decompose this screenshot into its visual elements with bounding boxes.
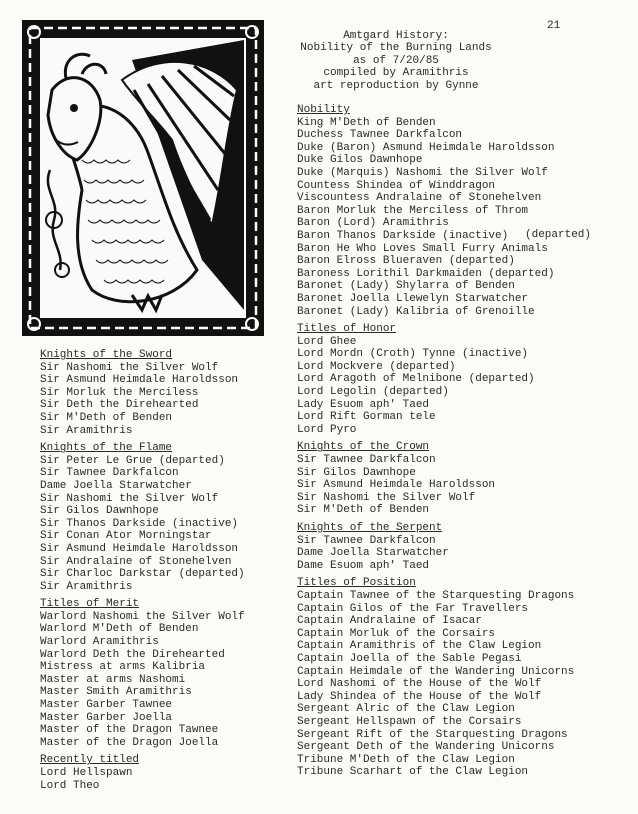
list-item: Sir Gilos Dawnhope: [40, 505, 159, 518]
list-item: Viscountess Andralaine of Stonehelven: [297, 192, 542, 205]
list-item: Captain Heimdale of the Wandering Unicorns: [297, 665, 575, 678]
list-item: Sir Aramithris: [40, 424, 133, 437]
list-item: Sir Asmund Heimdale Haroldsson: [297, 479, 496, 492]
list-item: Sir Tawnee Darkfalcon: [40, 467, 179, 480]
list-item: Sir M'Deth of Benden: [297, 504, 430, 517]
list-item: Sir Deth the Direhearted: [40, 399, 199, 412]
list-item: Lord Pyro: [297, 423, 357, 436]
left-column: [40, 349, 245, 792]
list-item: Warlord Aramithris: [40, 636, 159, 649]
section-title-knights-of-the-crown: Knights of the Crown: [297, 441, 430, 454]
list-item: Lord Nashomi of the House of the Wolf: [297, 678, 542, 691]
list-item: Sergeant Deth of the Wandering Unicorns: [297, 741, 555, 754]
list-item: Countess Shindea of Winddragon: [297, 179, 496, 192]
header-line: Nobility of the Burning Lands: [300, 42, 492, 55]
list-item: Lord Hellspawn: [40, 767, 133, 779]
section-title-titles-of-honor: Titles of Honor: [297, 323, 397, 336]
list-item: Baronet (Lady) Shylarra of Benden: [297, 280, 515, 293]
list-item: Captain Joella of the Sable Pegasi: [297, 652, 522, 665]
section-title-knights-of-the-flame: Knights of the Flame: [40, 442, 173, 455]
list-item: Sir M'Deth of Benden: [40, 411, 173, 424]
list-item: Captain Andralaine of Isacar: [297, 615, 482, 628]
list-item: Sir Asmund Heimdale Haroldsson: [40, 374, 239, 387]
list-item: Lord Mordn (Croth) Tynne (inactive): [297, 348, 529, 361]
list-item: Tribune Scarhart of the Claw Legion: [297, 766, 529, 779]
list-item: Sir Gilos Dawnhope: [297, 466, 416, 479]
list-item: Sergeant Alric of the Claw Legion: [297, 703, 515, 716]
list-item: Captain Gilos of the Far Travellers: [297, 602, 529, 615]
list-item: Sir Aramithris: [40, 580, 133, 593]
header-line: Amtgard History:: [343, 30, 449, 42]
list-item: Master of the Dragon Tawnee: [40, 724, 219, 737]
list-item: Master Garber Tawnee: [40, 699, 173, 712]
list-item: Captain Aramithris of the Claw Legion: [297, 640, 542, 653]
header-line: compiled by Aramithris: [323, 67, 469, 80]
list-item: Sir Nashomi the Silver Wolf: [297, 491, 476, 504]
list-item: Master at arms Nashomi: [40, 673, 186, 686]
section-title-titles-of-merit: Titles of Merit: [40, 598, 140, 611]
list-item: Sir Asmund Heimdale Haroldsson: [40, 542, 239, 555]
list-item: Sir Charloc Darkstar (departed): [40, 568, 245, 581]
dragon-illustration-icon: [22, 20, 264, 336]
list-item: Sir Andralaine of Stonehelven: [40, 555, 232, 568]
header-line: art reproduction by Gynne: [313, 79, 479, 92]
page-number: 21: [547, 20, 561, 32]
list-item: Warlord Nashomi the Silver Wolf: [40, 610, 245, 623]
list-item: Duchess Tawnee Darkfalcon: [297, 129, 463, 142]
list-item: Sir Morluk the Merciless: [40, 386, 199, 399]
list-item: Lord Mockvere (departed): [297, 360, 456, 373]
list-item: Sergeant Rift of the Starquesting Dragons: [297, 728, 568, 741]
list-item: Sergeant Hellspawn of the Corsairs: [297, 715, 522, 728]
list-item: Master Smith Aramithris: [40, 686, 192, 699]
section-title-nobility: Nobility: [297, 104, 350, 116]
dragon-illustration: [22, 20, 264, 336]
list-item: Baron He Who Loves Small Furry Animals: [297, 242, 548, 255]
list-item: Lord Rift Gorman tele: [297, 411, 436, 424]
list-item: King M'Deth of Benden: [297, 116, 436, 129]
list-item: Lord Theo: [40, 779, 100, 792]
list-item: Baron Thanos Darkside (inactive): [297, 229, 509, 242]
list-item: Dame Joella Starwatcher: [40, 479, 192, 492]
list-item: Sir Nashomi the Silver Wolf: [40, 492, 219, 505]
list-item: Warlord M'Deth of Benden: [40, 623, 199, 636]
list-item: Sir Tawnee Darkfalcon: [297, 454, 436, 467]
list-item: Sir Nashomi the Silver Wolf: [40, 361, 219, 374]
list-item: Captain Morluk of the Corsairs: [297, 627, 496, 640]
list-item: Mistress at arms Kalibria: [40, 661, 206, 674]
section-title-recently-titled: Recently titled: [40, 754, 140, 767]
list-item: Captain Tawnee of the Starquesting Dragons: [297, 589, 575, 602]
list-item: Baroness Lorithil Darkmaiden (departed): [297, 267, 555, 280]
list-item: Lord Ghee: [297, 335, 357, 348]
list-item: Dame Joella Starwatcher: [297, 547, 449, 560]
list-item: Sir Peter Le Grue (departed): [40, 454, 225, 467]
section-title-titles-of-position: Titles of Position: [297, 577, 416, 590]
list-item: Duke (Marquis) Nashomi the Silver Wolf: [297, 166, 548, 179]
list-item: Baron Morluk the Merciless of Throm: [297, 204, 529, 217]
section-title-knights-of-the-sword: Knights of the Sword: [40, 349, 173, 361]
list-item: Warlord Deth the Direhearted: [40, 648, 225, 661]
list-item: Lord Aragoth of Melnibone (departed): [297, 373, 535, 386]
list-item: Tribune M'Deth of the Claw Legion: [297, 753, 515, 766]
departed-note: (departed): [525, 229, 592, 241]
list-item: Sir Tawnee Darkfalcon: [297, 534, 436, 547]
list-item: Lady Shindea of the House of the Wolf: [297, 690, 542, 703]
list-item: Duke (Baron) Asmund Heimdale Haroldsson: [297, 141, 555, 154]
list-item: Lord Legolin (departed): [297, 386, 449, 399]
list-item: Master Garber Joella: [40, 711, 173, 724]
list-item: Master of the Dragon Joella: [40, 736, 219, 749]
header-line: as of 7/20/85: [353, 54, 439, 67]
list-item: Baron Elross Blueraven (departed): [297, 255, 515, 268]
list-item: Baronet (Lady) Kalibria of Grenoille: [297, 305, 535, 318]
section-title-knights-of-the-serpent: Knights of the Serpent: [297, 522, 443, 534]
list-item: Baron (Lord) Aramithris: [297, 217, 449, 230]
list-item: Dame Esuom aph' Taed: [297, 559, 430, 572]
list-item: Sir Conan Ator Morningstar: [40, 530, 212, 543]
list-item: Lady Esuom aph' Taed: [297, 398, 430, 411]
document-header: [296, 30, 496, 92]
list-item: Duke Gilos Dawnhope: [297, 154, 423, 167]
right-column: [297, 104, 574, 779]
list-item: Sir Thanos Darkside (inactive): [40, 517, 239, 530]
list-item: Baronet Joella Llewelyn Starwatcher: [297, 292, 529, 305]
